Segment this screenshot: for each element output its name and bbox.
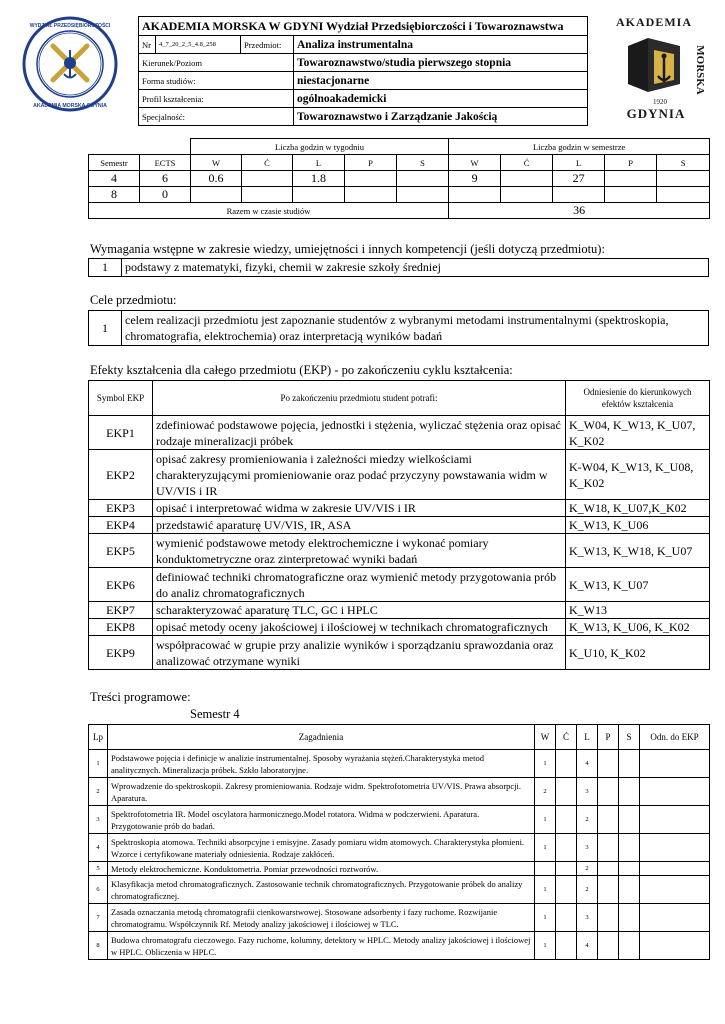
program-topic: Podstawowe pojęcia i definicje w analizie instrumentalnej. Sposoby wyrażania stężeń.Charakterystyka metod analitycznych. Mineralizacja próbek. Szkło laboratoryjne.	[108, 750, 535, 778]
requirements-heading: Wymagania wstępne w zakresie wiedzy, umiejętności i innych kompetencji (jeśli dotyczą przedmiotu):	[90, 242, 605, 256]
hours-col-header: P	[345, 155, 397, 171]
program-lp: 7	[89, 904, 108, 932]
program-topic: Spektrofotometria IR. Model oscylatora harmonicznego.Model rotatora. Widma w podczerwieni. Aparatura. Przygotowanie prób do badań.	[108, 806, 535, 834]
spec-label: Specjalność:	[139, 108, 294, 126]
faculty-logo	[15, 14, 125, 114]
program-col-header: Zagadnienia	[108, 725, 535, 750]
program-ekp	[640, 904, 710, 932]
program-s	[619, 778, 640, 806]
header-title: AKADEMIA MORSKA W GDYNI Wydział Przedsiębiorczości i Towaroznawstwa	[139, 17, 588, 36]
program-ekp	[640, 750, 710, 778]
hours-col-header: S	[397, 155, 449, 171]
program-topic: Metody elektrochemiczne. Konduktometria. Pomiar przewodności roztworów.	[108, 862, 535, 876]
requirement-number: 1	[89, 259, 122, 277]
ekp-text: definiować techniki chromatograficzne oraz wymienić metody przygotowania prób do analiz chromatograficznych	[153, 568, 566, 602]
requirement-text: podstawy z matematyki, fizyki, chemii w zakresie szkoły średniej	[122, 259, 709, 277]
program-col-header: W	[535, 725, 556, 750]
program-ekp	[640, 862, 710, 876]
hours-col-header: Ć	[501, 155, 553, 171]
ekp-text: opisać zakresy promieniowania i zależności miedzy wielkościami charakteryzującymi promieniowanie oraz podać przyczyny powstawania widm w UV/VIS i IR	[153, 450, 566, 500]
ekp-text: opisać i interpretować widma w zakresie UV/VIS i IR	[153, 500, 566, 517]
table-row	[89, 806, 710, 834]
program-heading: Treści programowe:	[90, 690, 191, 704]
hours-col-header: Semestr	[89, 155, 140, 171]
hours-col-header: ECTS	[140, 155, 191, 171]
svg-text:1920: 1920	[653, 98, 667, 106]
hours-cell: 0	[140, 187, 191, 203]
program-l: 4	[577, 750, 598, 778]
program-lp: 8	[89, 932, 108, 960]
goals-table	[88, 310, 709, 346]
table-row	[89, 876, 710, 904]
goal-text: celem realizacji przedmiotu jest zapoznanie studentów z wybranymi metodami instrumentalnymi (spektroskopia, chromatografia, elektrochemia) oraz interpretacją wyników badań	[122, 311, 709, 346]
course-header-table	[138, 16, 588, 126]
hours-cell	[657, 171, 710, 187]
program-p	[598, 904, 619, 932]
program-col-header: Odn. do EKP	[640, 725, 710, 750]
requirements-table	[88, 258, 709, 277]
nr-value: 4_7_20_2_5_4.8_258	[156, 36, 241, 54]
program-c	[556, 932, 577, 960]
hours-col-header: W	[191, 155, 242, 171]
program-l: 2	[577, 876, 598, 904]
program-l: 4	[577, 932, 598, 960]
hours-cell	[501, 187, 553, 203]
svg-text:WYDZIAŁ PRZEDSIĘBIORCZOŚCI: WYDZIAŁ PRZEDSIĘBIORCZOŚCI	[29, 23, 111, 29]
hours-col-header: L	[553, 155, 605, 171]
hours-table	[88, 138, 710, 219]
ekp-symbol: EKP6	[89, 568, 153, 602]
program-l: 3	[577, 778, 598, 806]
program-s	[619, 862, 640, 876]
ekp-ref: K_W13, K_U07	[566, 568, 710, 602]
ekp-ref: K_W13	[566, 602, 710, 619]
hours-cell: 0.6	[191, 171, 242, 187]
program-l: 3	[577, 834, 598, 862]
ekp-ref: K_W04, K_W13, K_U07, K_K02	[566, 416, 710, 450]
university-logo	[598, 10, 710, 122]
program-lp: 1	[89, 750, 108, 778]
program-col-header: Ć	[556, 725, 577, 750]
program-c	[556, 778, 577, 806]
program-s	[619, 750, 640, 778]
program-w: 1	[535, 834, 556, 862]
program-topic: Zasada oznaczania metodą chromatografii cienkowarstwowej. Stosowane adsorbenty i fazy ruchome. Rozwijanie chromatogramu. Współczynnik Rf. Metody analizy jakościowej i ilościowej w TLC.	[108, 904, 535, 932]
program-l: 2	[577, 862, 598, 876]
program-s	[619, 806, 640, 834]
subject-label: Przedmiot:	[241, 36, 294, 54]
ekp-col-ref: Odniesienie do kierunkowych efektów kształcenia	[566, 381, 710, 416]
program-p	[598, 750, 619, 778]
hours-cell	[605, 187, 657, 203]
ekp-heading: Efekty kształcenia dla całego przedmiotu (EKP) - po zakończeniu cyklu kształcenia:	[90, 363, 513, 377]
table-row	[89, 834, 710, 862]
program-p	[598, 778, 619, 806]
program-w: 2	[535, 778, 556, 806]
table-row	[89, 778, 710, 806]
hours-cell: 1.8	[293, 171, 345, 187]
hours-cell	[553, 187, 605, 203]
ekp-ref: K_W13, K_U06, K_K02	[566, 619, 710, 636]
hours-cell	[345, 171, 397, 187]
ekp-col-symbol: Symbol EKP	[89, 381, 153, 416]
semester-hours-header: Liczba godzin w semestrze	[449, 139, 710, 155]
hours-row	[89, 171, 710, 187]
program-w: 1	[535, 876, 556, 904]
svg-text:AKADEMIA: AKADEMIA	[616, 15, 692, 29]
program-topic: Spektroskopia atomowa. Techniki absorpcyjne i emisyjne. Zasady pomiaru widm atomowych. Charakterystyka płomieni. Wzorce i certyfikowane materiały odniesienia. Rodzaje zakłóceń.	[108, 834, 535, 862]
svg-text:MORSKA: MORSKA	[694, 45, 706, 95]
program-c	[556, 876, 577, 904]
hours-col-header: Ć	[242, 155, 293, 171]
ekp-ref: K_W18, K_U07,K_K02	[566, 500, 710, 517]
semester-label: Semestr 4	[190, 707, 240, 721]
table-row	[89, 500, 710, 517]
hours-cell	[605, 171, 657, 187]
goals-heading: Cele przedmiotu:	[90, 293, 177, 307]
program-col-header: S	[619, 725, 640, 750]
program-c	[556, 834, 577, 862]
ekp-symbol: EKP9	[89, 636, 153, 670]
profile-label: Profil kształcenia:	[139, 90, 294, 108]
profile-value: ogólnoakademicki	[294, 90, 588, 108]
total-hours-value: 36	[449, 203, 710, 219]
hours-cell: 8	[89, 187, 140, 203]
ekp-symbol: EKP5	[89, 534, 153, 568]
program-c	[556, 904, 577, 932]
list-item	[89, 311, 709, 346]
total-hours-label: Razem w czasie studiów	[89, 203, 449, 219]
program-lp: 5	[89, 862, 108, 876]
hours-cell	[242, 187, 293, 203]
program-lp: 6	[89, 876, 108, 904]
program-ekp	[640, 876, 710, 904]
list-item	[89, 259, 709, 277]
spec-value: Towaroznawstwo i Zarządzanie Jakością	[294, 108, 588, 126]
hours-cell: 9	[449, 171, 501, 187]
program-topic: Wprowadzenie do spektroskopii. Zakresy promieniowania. Rodzaje widm. Spektrofotometria UV/VIS. Prawa absorpcji. Aparatura.	[108, 778, 535, 806]
program-s	[619, 876, 640, 904]
program-s	[619, 834, 640, 862]
program-p	[598, 806, 619, 834]
program-table	[88, 724, 710, 960]
hours-cell	[449, 187, 501, 203]
ekp-ref: K_U10, K_K02	[566, 636, 710, 670]
hours-cell: 27	[553, 171, 605, 187]
hours-col-header: P	[605, 155, 657, 171]
program-p	[598, 876, 619, 904]
program-c	[556, 750, 577, 778]
program-lp: 3	[89, 806, 108, 834]
direction-value: Towaroznawstwo/studia pierwszego stopnia	[294, 54, 588, 72]
ekp-col-desc: Po zakończeniu przedmiotu student potrafi:	[153, 381, 566, 416]
program-s	[619, 932, 640, 960]
form-label: Forma studiów:	[139, 72, 294, 90]
hours-cell: 4	[89, 171, 140, 187]
nr-label: Nr	[139, 36, 156, 54]
program-s	[619, 904, 640, 932]
table-row	[89, 750, 710, 778]
program-w: 1	[535, 932, 556, 960]
program-p	[598, 834, 619, 862]
program-w: 1	[535, 806, 556, 834]
goal-number: 1	[89, 311, 122, 346]
ekp-symbol: EKP3	[89, 500, 153, 517]
ekp-symbol: EKP4	[89, 517, 153, 534]
table-row	[89, 932, 710, 960]
hours-cell	[191, 187, 242, 203]
program-lp: 4	[89, 834, 108, 862]
ekp-ref: K_W13, K_W18, K_U07	[566, 534, 710, 568]
ekp-ref: K-W04, K_W13, K_U08, K_K02	[566, 450, 710, 500]
hours-cell	[501, 171, 553, 187]
ekp-text: przedstawić aparaturę UV/VIS, IR, ASA	[153, 517, 566, 534]
ekp-symbol: EKP1	[89, 416, 153, 450]
program-w	[535, 862, 556, 876]
ekp-text: współpracować w grupie przy analizie wyników i sporządzaniu sprawozdania oraz analizować otrzymane wyniki	[153, 636, 566, 670]
program-p	[598, 932, 619, 960]
program-ekp	[640, 932, 710, 960]
hours-cell	[397, 187, 449, 203]
program-c	[556, 862, 577, 876]
program-topic: Budowa chromatografu cieczowego. Fazy ruchome, kolumny, detektory w HPLC. Metody analizy jakościowej i ilościowej w HPLC. Obliczenia w HPLC.	[108, 932, 535, 960]
ekp-text: wymienić podstawowe metody elektrochemiczne i wykonać pomiary konduktometryczne oraz zinterpretować wyniki badań	[153, 534, 566, 568]
program-l: 2	[577, 806, 598, 834]
ekp-symbol: EKP7	[89, 602, 153, 619]
hours-cell	[345, 187, 397, 203]
subject-value: Analiza instrumentalna	[294, 36, 588, 54]
week-hours-header: Liczba godzin w tygodniu	[191, 139, 449, 155]
hours-col-header: L	[293, 155, 345, 171]
hours-cell	[657, 187, 710, 203]
program-topic: Klasyfikacja metod chromatograficznych. Zastosowanie technik chromatograficznych. Przygotowanie próbek do analizy chromatograficznej.	[108, 876, 535, 904]
ekp-symbol: EKP2	[89, 450, 153, 500]
svg-text:GDYNIA: GDYNIA	[626, 106, 686, 121]
ekp-text: opisać metody oceny jakościowej i ilościowej w technikach chromatograficznych	[153, 619, 566, 636]
hours-cell: 6	[140, 171, 191, 187]
program-w: 1	[535, 904, 556, 932]
program-p	[598, 862, 619, 876]
table-row	[89, 636, 710, 670]
hours-cell	[242, 171, 293, 187]
ekp-table	[88, 380, 710, 670]
table-row	[89, 619, 710, 636]
table-row	[89, 450, 710, 500]
table-row	[89, 904, 710, 932]
program-col-header: P	[598, 725, 619, 750]
program-ekp	[640, 834, 710, 862]
program-c	[556, 806, 577, 834]
table-row	[89, 568, 710, 602]
program-ekp	[640, 778, 710, 806]
program-l: 3	[577, 904, 598, 932]
hours-col-header: S	[657, 155, 710, 171]
program-col-header: L	[577, 725, 598, 750]
ekp-text: scharakteryzować aparaturę TLC, GC i HPLC	[153, 602, 566, 619]
table-row	[89, 517, 710, 534]
ekp-ref: K_W13, K_U06	[566, 517, 710, 534]
hours-col-header: W	[449, 155, 501, 171]
hours-cell	[397, 171, 449, 187]
ekp-symbol: EKP8	[89, 619, 153, 636]
hours-row	[89, 187, 710, 203]
table-row	[89, 534, 710, 568]
ekp-text: zdefiniować podstawowe pojęcia, jednostki i stężenia, wyliczać stężenia oraz opisać rodzaje mineralizacji próbek	[153, 416, 566, 450]
table-row	[89, 602, 710, 619]
form-value: niestacjonarne	[294, 72, 588, 90]
program-lp: 2	[89, 778, 108, 806]
hours-cell	[293, 187, 345, 203]
direction-label: Kierunek/Poziom	[139, 54, 294, 72]
svg-text:AKADEMIA MORSKA GDYNIA: AKADEMIA MORSKA GDYNIA	[33, 103, 107, 109]
program-ekp	[640, 806, 710, 834]
table-row	[89, 862, 710, 876]
program-col-header: Lp	[89, 725, 108, 750]
table-row	[89, 416, 710, 450]
program-w: 1	[535, 750, 556, 778]
